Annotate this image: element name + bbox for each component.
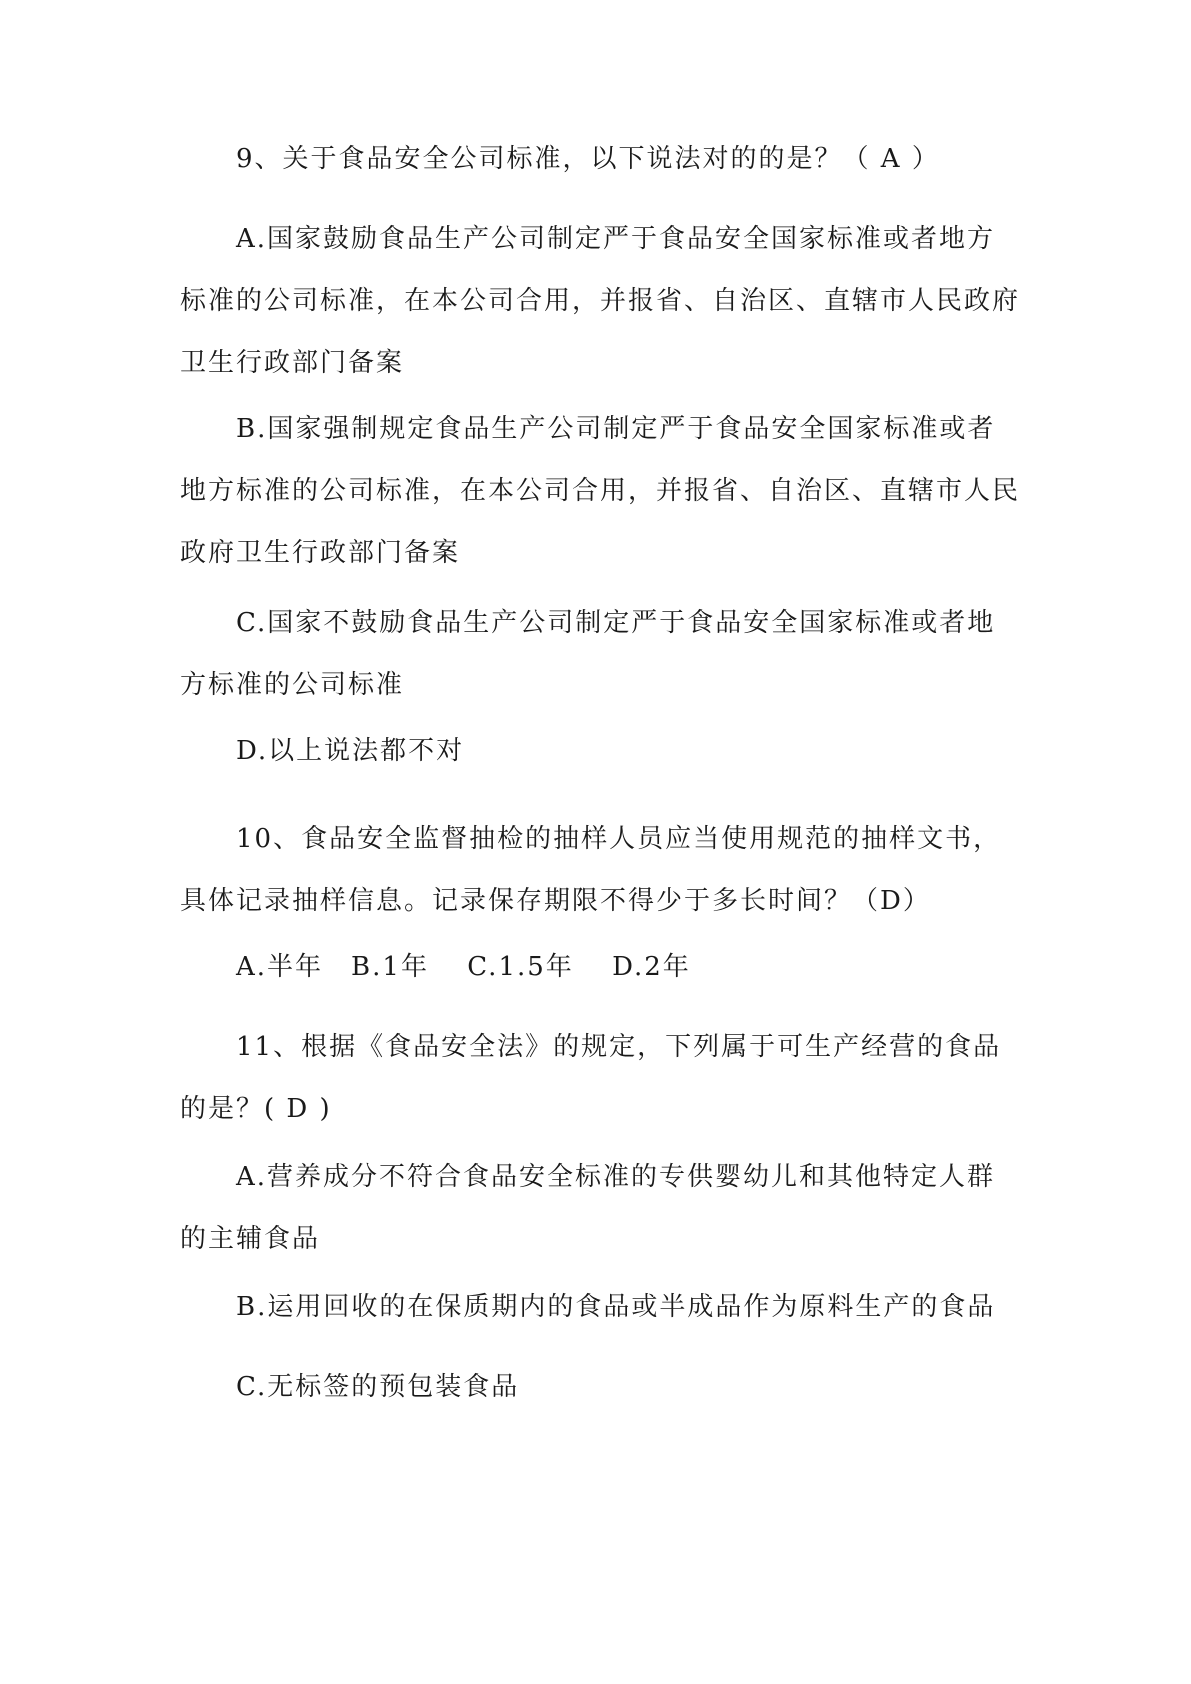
question-11: 11、根据《食品安全法》的规定，下列属于可生产经营的食品的是？( D ) (180, 1032, 1002, 1124)
question-11-option-a: A.营养成分不符合食品安全标准的专供婴幼儿和其他特定人群的主辅食品 (180, 1162, 996, 1254)
question-11-option-c: C.无标签的预包装食品 (236, 1372, 520, 1402)
question-9: 9、关于食品安全公司标准，以下说法对的的是？（ A ） (236, 144, 940, 174)
question-9-option-c: C.国家不鼓励食品生产公司制定严于食品安全国家标准或者地方标准的公司标准 (180, 608, 996, 700)
question-9-option-a: A.国家鼓励食品生产公司制定严于食品安全国家标准或者地方标准的公司标准，在本公司合用，并报省、自治区、直辖市人民政府卫生行政部门备案 (180, 224, 1021, 378)
question-10-options: A.半年 B.1年 C.1.5年 D.2年 (236, 952, 691, 982)
question-11-option-b: B.运用回收的在保质期内的食品或半成品作为原料生产的食品 (236, 1292, 996, 1322)
question-9-option-b: B.国家强制规定食品生产公司制定严于食品安全国家标准或者地方标准的公司标准，在本公司合用，并报省、自治区、直辖市人民政府卫生行政部门备案 (180, 414, 1021, 568)
question-10: 10、食品安全监督抽检的抽样人员应当使用规范的抽样文书，具体记录抽样信息。记录保存期限不得少于多长时间？（D） (180, 824, 1002, 916)
question-9-option-d: D.以上说法都不对 (236, 736, 465, 766)
